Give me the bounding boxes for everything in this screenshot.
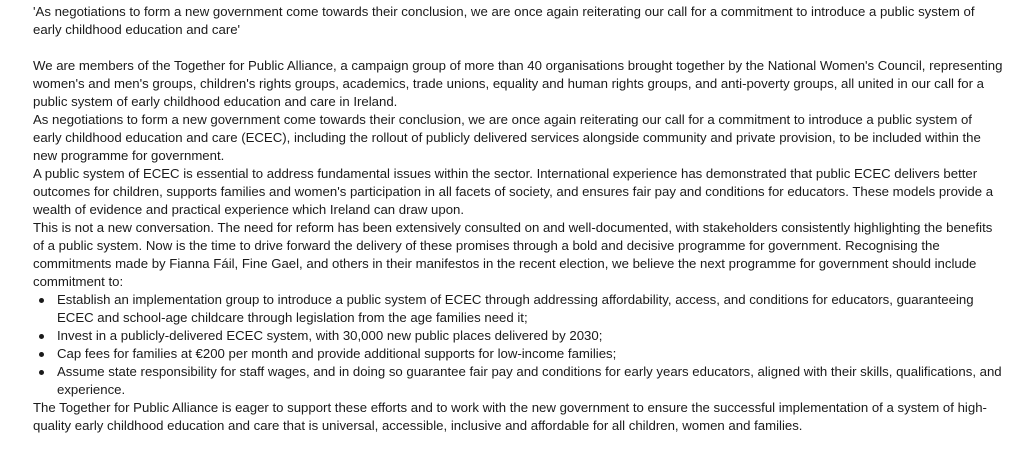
pull-quote: 'As negotiations to form a new government come towards their conclusion, we are once again reiterating our call for a commitment to introduce a public system of early childhood education and care'	[33, 4, 975, 37]
list-item	[57, 345, 1004, 363]
paragraph-negotiations: As negotiations to form a new government come towards their conclusion, we are once again reiterating our call for a commitment to introduce a public system of early childhood education and care (ECEC), including the rollout of publicly delivered services alongside community and private provision, to be included within the new programme for government.	[33, 112, 981, 163]
paragraph-alliance-intro: We are members of the Together for Public Alliance, a campaign group of more than 40 organisations brought together by the National Women's Council, representing women's and men's groups, children's rights groups, academics, trade unions, equality and human rights groups, and anti-poverty groups, all united in our call for a public system of early childhood education and care in Ireland.	[33, 58, 1003, 109]
list-item-text: Establish an implementation group to introduce a public system of ECEC through addressing affordability, access, and conditions for educators, guaranteeing ECEC and school-age childcare through legislation from the age families need it;	[57, 292, 974, 325]
list-item	[57, 363, 1004, 399]
list-item	[57, 291, 1004, 327]
bullet-icon	[39, 298, 44, 303]
commitments-list	[33, 291, 1004, 399]
bullet-icon	[39, 334, 44, 339]
bullet-icon	[39, 370, 44, 375]
paragraph-closing: The Together for Public Alliance is eager to support these efforts and to work with the new government to ensure the successful implementation of a system of high-quality early childhood education and care that is universal, accessible, inclusive and affordable for all children, women and families.	[33, 400, 987, 433]
paragraph-not-new-conversation: This is not a new conversation. The need for reform has been extensively consulted on and well-documented, with stakeholders consistently highlighting the benefits of a public system. Now is the time to drive forward the delivery of these promises through a bold and decisive programme for government. Recognising the commitments made by Fianna Fáil, Fine Gael, and others in their manifestos in the recent election, we believe the next programme for government should include commitment to:	[33, 220, 993, 289]
list-item-text: Invest in a publicly-delivered ECEC system, with 30,000 new public places delivered by 2030;	[57, 328, 603, 343]
list-item-text: Assume state responsibility for staff wages, and in doing so guarantee fair pay and conditions for early years educators, aligned with their skills, qualifications, and experience.	[57, 364, 1002, 397]
bullet-icon	[39, 352, 44, 357]
paragraph-public-system: A public system of ECEC is essential to address fundamental issues within the sector. International experience has demonstrated that public ECEC delivers better outcomes for children, supports families and women's participation in all facets of society, and ensures fair pay and conditions for educators. These models provide a wealth of evidence and practical experience which Ireland can draw upon.	[33, 166, 994, 217]
list-item-text: Cap fees for families at €200 per month and provide additional supports for low-income families;	[57, 346, 617, 361]
list-item	[57, 327, 1004, 345]
